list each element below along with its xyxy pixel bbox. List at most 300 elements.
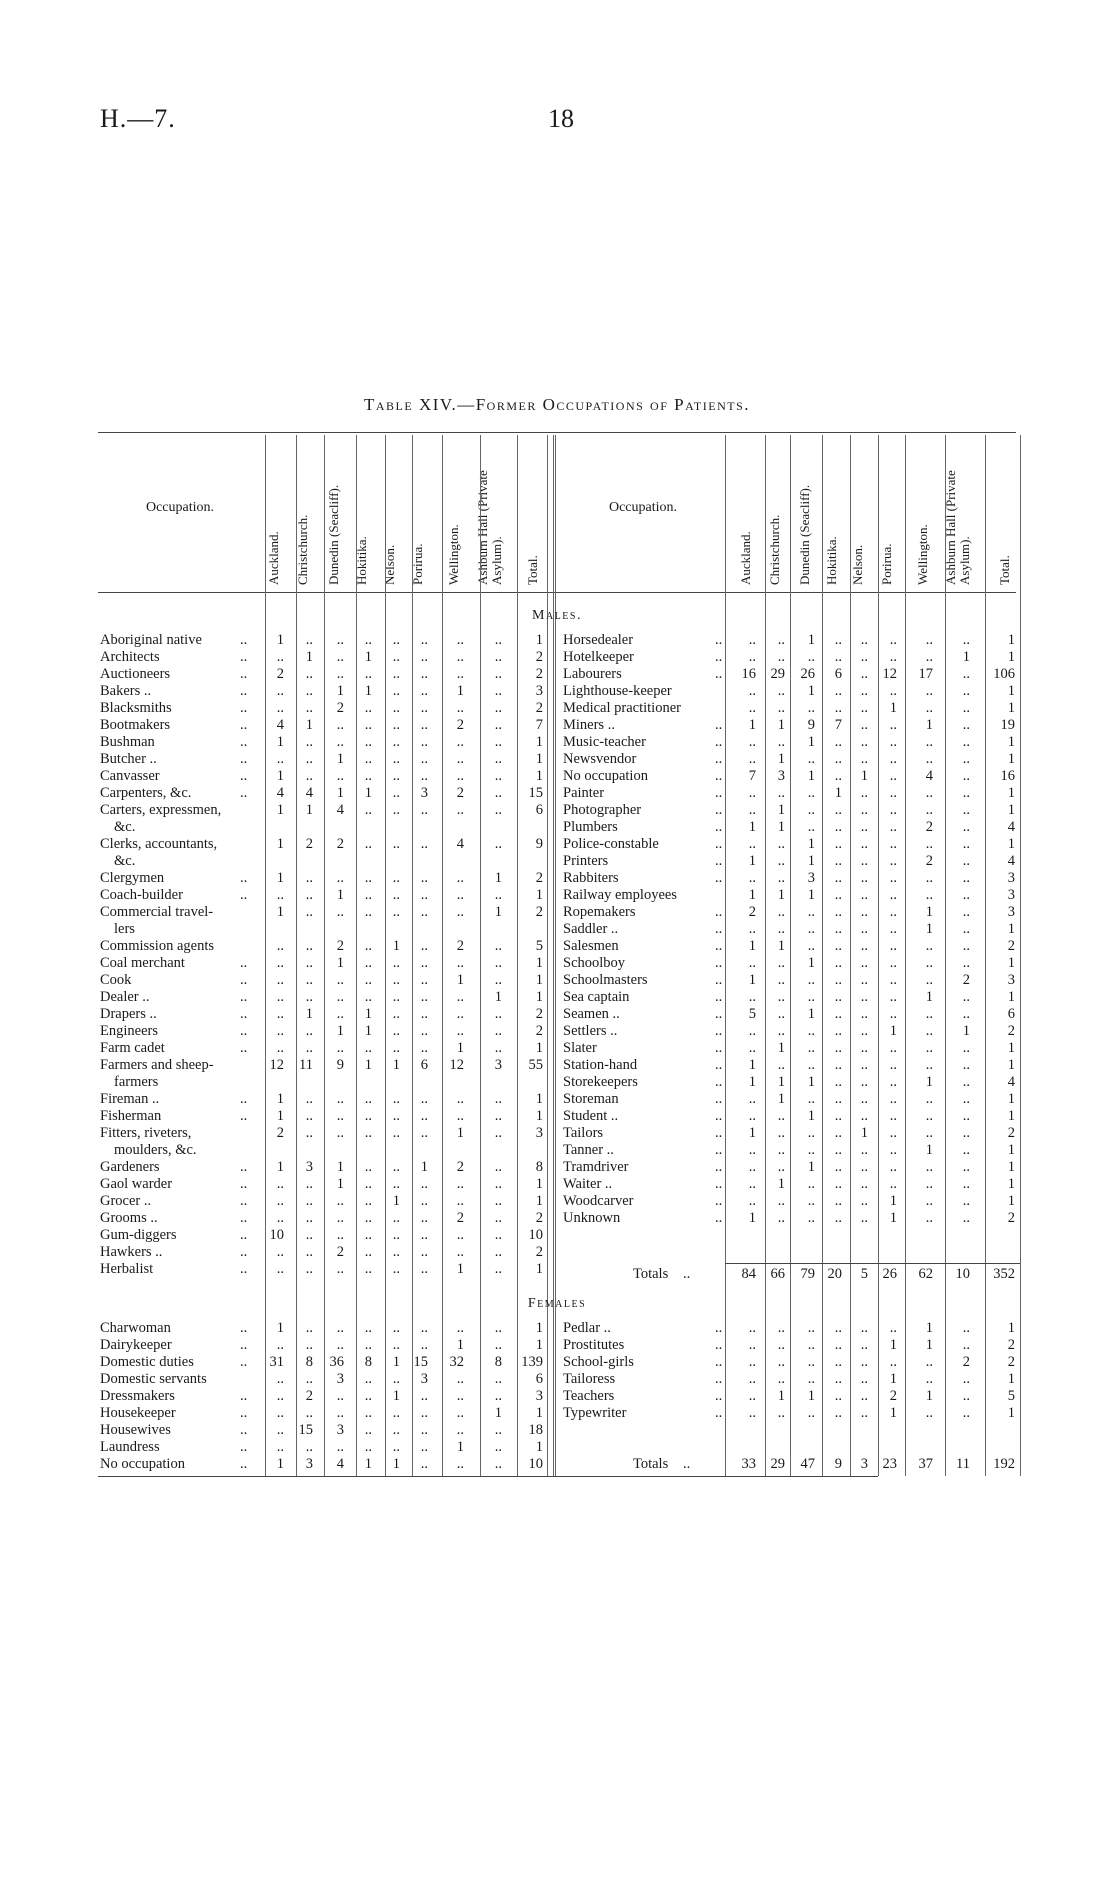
leader-dots: .. [240,1006,248,1022]
count-cell: .. [276,1261,284,1277]
count-cell: 5 [535,938,543,954]
count-cell: .. [889,1354,897,1370]
count-cell: .. [777,1405,785,1421]
totals-label: Totals [633,1456,669,1472]
count-cell: 1 [925,989,933,1005]
count-cell: 1 [535,1091,543,1107]
table-row [563,649,1023,666]
count-cell: .. [364,768,372,784]
count-cell: .. [494,1261,502,1277]
count-cell: .. [925,1125,933,1141]
leader-dots: .. [715,632,723,648]
count-cell: 1 [1007,1040,1015,1056]
leader-dots: .. [715,989,723,1005]
occupation-label: Laundress [100,1439,160,1455]
count-cell: .. [777,1337,785,1353]
count-cell: 2 [456,785,464,801]
occupation-label: Ropemakers [563,904,636,920]
count-cell: 1 [807,683,815,699]
occupation-label: Dairykeeper [100,1337,172,1353]
count-cell: 3 [535,1388,543,1404]
table-row [100,1006,560,1023]
count-cell: .. [860,955,868,971]
count-cell: .. [777,955,785,971]
count-cell: .. [748,955,756,971]
count-cell: 1 [392,1193,400,1209]
table-row [563,632,1023,649]
count-cell: 1 [1007,955,1015,971]
count-cell: .. [834,1388,842,1404]
count-cell: 3 [1007,972,1015,988]
occupation-label: Gardeners [100,1159,160,1175]
count-cell: .. [807,904,815,920]
count-cell: .. [276,1388,284,1404]
count-cell: 1 [777,938,785,954]
count-cell: .. [777,853,785,869]
count-cell: 2 [456,1159,464,1175]
count-cell: .. [305,887,313,903]
count-cell: .. [962,989,970,1005]
count-cell: 3 [420,1371,428,1387]
count-cell: 1 [535,1176,543,1192]
count-cell: .. [494,1210,502,1226]
count-cell: .. [456,632,464,648]
count-cell: .. [748,1337,756,1353]
table-row [563,904,1023,921]
count-cell: .. [777,1210,785,1226]
count-cell: .. [420,1337,428,1353]
count-cell: .. [777,1371,785,1387]
count-cell: .. [962,632,970,648]
count-cell: 1 [807,1159,815,1175]
table-row [100,632,560,649]
count-cell: .. [777,1193,785,1209]
count-cell: .. [392,683,400,699]
count-cell: 1 [305,1006,313,1022]
count-cell: 1 [392,1456,400,1472]
count-cell: .. [860,700,868,716]
count-cell: .. [276,887,284,903]
total-cell: 79 [800,1266,815,1282]
occupation-label: Aboriginal native [100,632,202,648]
count-cell: .. [364,1422,372,1438]
leader-dots: .. [240,768,248,784]
count-cell: .. [777,921,785,937]
count-cell: .. [925,1193,933,1209]
count-cell: 2 [535,649,543,665]
count-cell: .. [925,700,933,716]
count-cell: 1 [748,717,756,733]
count-cell: .. [860,904,868,920]
count-cell: .. [305,768,313,784]
count-cell: .. [860,1023,868,1039]
count-cell: .. [834,1023,842,1039]
count-cell: 1 [777,1388,785,1404]
count-cell: .. [962,955,970,971]
count-cell: .. [860,1040,868,1056]
count-cell: .. [456,904,464,920]
column-header: Ashburn Hall (Private Asylum). [475,470,504,585]
leader-dots: .. [715,921,723,937]
table-row [563,751,1023,768]
count-cell: .. [364,700,372,716]
leader-dots: .. [240,1023,248,1039]
occupation-label: Bushman [100,734,155,750]
count-cell: .. [807,1125,815,1141]
table-row [563,989,1023,1006]
count-cell: .. [860,1108,868,1124]
count-cell: .. [420,768,428,784]
count-cell: 1 [777,1091,785,1107]
count-cell: .. [889,1040,897,1056]
total-cell: 29 [770,1456,785,1472]
count-cell: .. [807,819,815,835]
count-cell: 2 [305,836,313,852]
occupation-label-continued: &c. [114,853,136,869]
table-row [563,972,1023,989]
count-cell: 1 [420,1159,428,1175]
count-cell: .. [748,683,756,699]
count-cell: .. [494,700,502,716]
count-cell: 1 [535,887,543,903]
occupation-label: No occupation [563,768,648,784]
leader-dots: .. [240,751,248,767]
count-cell: .. [834,1320,842,1336]
occupation-label: Bootmakers [100,717,171,733]
count-cell: .. [834,887,842,903]
table-row [563,870,1023,887]
count-cell: .. [807,972,815,988]
table-row [563,1023,1023,1040]
count-cell: .. [889,819,897,835]
count-cell: 2 [748,904,756,920]
count-cell: .. [807,989,815,1005]
count-cell: .. [925,972,933,988]
count-cell: 2 [456,717,464,733]
count-cell: .. [962,1006,970,1022]
count-cell: .. [305,938,313,954]
occupation-label: Engineers [100,1023,158,1039]
occupation-label: Farm cadet [100,1040,165,1056]
count-cell: 1 [1007,785,1015,801]
count-cell: 1 [889,700,897,716]
count-cell: 5 [1007,1388,1015,1404]
count-cell: 2 [535,1023,543,1039]
count-cell: 2 [1007,1337,1015,1353]
count-cell: .. [777,1354,785,1370]
count-cell: 2 [535,1006,543,1022]
count-cell: .. [305,1320,313,1336]
table-row [563,1091,1023,1108]
occupation-label: Fisherman [100,1108,162,1124]
count-cell: .. [420,1456,428,1472]
count-cell: .. [860,683,868,699]
count-cell: .. [364,1227,372,1243]
leader-dots: .. [683,1456,691,1472]
count-cell: .. [392,717,400,733]
count-cell: .. [889,785,897,801]
count-cell: 2 [1007,1023,1015,1039]
table-row [100,972,560,989]
count-cell: .. [305,1040,313,1056]
count-cell: .. [364,887,372,903]
count-cell: 2 [1007,1125,1015,1141]
count-cell: 1 [860,768,868,784]
count-cell: 2 [925,819,933,835]
occupation-label: Drapers .. [100,1006,157,1022]
leader-dots: .. [715,1354,723,1370]
count-cell: 1 [1007,751,1015,767]
count-cell: .. [276,649,284,665]
count-cell: .. [962,1405,970,1421]
occupation-label: Storekeepers [563,1074,638,1090]
count-cell: .. [420,1227,428,1243]
count-cell: .. [420,1091,428,1107]
count-cell: .. [777,785,785,801]
count-cell: 1 [336,785,344,801]
leader-dots: .. [240,1176,248,1192]
leader-dots: .. [715,1057,723,1073]
table-row [100,1388,560,1405]
table-row [100,1227,560,1244]
count-cell: 1 [1007,683,1015,699]
table-row [563,1006,1023,1023]
count-cell: .. [456,989,464,1005]
leader-dots: .. [240,1422,248,1438]
count-cell: 1 [1007,1320,1015,1336]
leader-dots: .. [715,802,723,818]
count-cell: 4 [336,1456,344,1472]
count-cell: .. [860,1371,868,1387]
occupation-label: Bakers .. [100,683,152,699]
count-cell: 1 [748,1125,756,1141]
count-cell: .. [889,1125,897,1141]
occupation-label: Seamen .. [563,1006,620,1022]
occupation-label: Charwoman [100,1320,171,1336]
occupation-label: Settlers .. [563,1023,618,1039]
count-cell: 1 [1007,649,1015,665]
count-cell: .. [494,1422,502,1438]
count-cell: .. [456,768,464,784]
count-cell: .. [777,1125,785,1141]
count-cell: .. [889,1074,897,1090]
column-header: Hokitika. [824,536,839,585]
count-cell: 1 [535,1405,543,1421]
count-cell: 2 [336,1244,344,1260]
count-cell: .. [392,1405,400,1421]
count-cell: .. [834,1176,842,1192]
count-cell: 2 [535,1210,543,1226]
count-cell: .. [392,751,400,767]
occupation-label: Labourers [563,666,622,682]
count-cell: .. [962,819,970,835]
leader-dots: .. [715,1125,723,1141]
count-cell: .. [889,1176,897,1192]
table-row [563,836,1023,853]
count-cell: 1 [748,887,756,903]
count-cell: 7 [748,768,756,784]
leader-dots: .. [715,1388,723,1404]
count-cell: .. [276,751,284,767]
count-cell: 9 [807,717,815,733]
occupation-label: Dressmakers [100,1388,175,1404]
count-cell: 1 [777,717,785,733]
occupation-label: Tailoress [563,1371,616,1387]
count-cell: .. [456,802,464,818]
occupation-label: Waiter .. [563,1176,613,1192]
count-cell: .. [305,734,313,750]
count-cell: .. [494,666,502,682]
leader-dots: .. [715,1176,723,1192]
table-row [100,1456,560,1473]
count-cell: 2 [962,1354,970,1370]
count-cell: 2 [535,870,543,886]
leader-dots: .. [683,1266,691,1282]
count-cell: .. [807,1142,815,1158]
occupation-label: Grocer .. [100,1193,152,1209]
count-cell: .. [420,870,428,886]
count-cell: 1 [535,972,543,988]
count-cell: .. [364,1371,372,1387]
table-row [100,649,560,666]
count-cell: .. [456,700,464,716]
count-cell: .. [962,768,970,784]
count-cell: .. [392,1422,400,1438]
occupation-label: Newsvendor [563,751,637,767]
count-cell: .. [392,1244,400,1260]
count-cell: .. [276,989,284,1005]
count-cell: .. [860,1074,868,1090]
count-cell: .. [834,1405,842,1421]
occupation-label: Coach-builder [100,887,183,903]
males-totals-row [563,1266,1023,1283]
leader-dots: .. [240,734,248,750]
count-cell: .. [305,989,313,1005]
count-cell: 1 [1007,700,1015,716]
table-row [100,1159,560,1176]
occupation-label: Tailors [563,1125,604,1141]
count-cell: .. [889,632,897,648]
females-section-title: Females [527,1296,587,1311]
count-cell: .. [494,1006,502,1022]
count-cell: .. [777,904,785,920]
count-cell: .. [834,853,842,869]
count-cell: 1 [336,955,344,971]
occupation-label: Typewriter [563,1405,627,1421]
count-cell: .. [807,751,815,767]
count-cell: 1 [1007,1405,1015,1421]
leader-dots: .. [240,1108,248,1124]
totals-rule [725,1263,1020,1264]
count-cell: 1 [456,1125,464,1141]
count-cell: .. [925,1159,933,1175]
count-cell: 2 [535,666,543,682]
count-cell: .. [807,1405,815,1421]
leader-dots: .. [715,904,723,920]
leader-dots: .. [240,683,248,699]
count-cell: 16 [1000,768,1015,784]
count-cell: .. [392,802,400,818]
count-cell: .. [860,1405,868,1421]
count-cell: .. [748,836,756,852]
count-cell: .. [834,1091,842,1107]
occupation-label: Lighthouse-keeper [563,683,672,699]
count-cell: .. [748,751,756,767]
count-cell: .. [807,1023,815,1039]
count-cell: .. [925,887,933,903]
count-cell: .. [860,632,868,648]
count-cell: .. [860,1193,868,1209]
count-cell: .. [364,972,372,988]
count-cell: .. [807,1091,815,1107]
occupation-label: Housekeeper [100,1405,176,1421]
count-cell: .. [925,1354,933,1370]
count-cell: .. [364,1388,372,1404]
count-cell: .. [392,1040,400,1056]
count-cell: .. [834,870,842,886]
count-cell: .. [276,1210,284,1226]
count-cell: .. [364,938,372,954]
count-cell: .. [456,1006,464,1022]
count-cell: .. [860,1176,868,1192]
table-row [100,768,560,785]
count-cell: 2 [305,1388,313,1404]
count-cell: .. [494,734,502,750]
leader-dots: .. [240,1337,248,1353]
count-cell: .. [364,1193,372,1209]
count-cell: 2 [456,1210,464,1226]
column-header: Porirua. [879,543,894,585]
table-row [563,1125,1023,1142]
count-cell: .. [276,1176,284,1192]
count-cell: .. [364,1261,372,1277]
count-cell: .. [748,734,756,750]
table-row [563,785,1023,802]
leader-dots: .. [240,1193,248,1209]
count-cell: 1 [535,989,543,1005]
count-cell: .. [456,1227,464,1243]
count-cell: 3 [1007,870,1015,886]
count-cell: 3 [807,870,815,886]
count-cell: 8 [364,1354,372,1370]
count-cell: .. [860,717,868,733]
count-cell: .. [925,1023,933,1039]
table-row [100,1371,560,1388]
count-cell: .. [305,972,313,988]
leader-dots: .. [715,819,723,835]
occupation-label: Storeman [563,1091,619,1107]
count-cell: .. [748,785,756,801]
count-cell: 106 [993,666,1015,682]
count-cell: .. [392,1227,400,1243]
leader-dots: .. [715,1320,723,1336]
count-cell: .. [834,1125,842,1141]
column-header: Nelson. [850,544,865,585]
count-cell: .. [364,717,372,733]
count-cell: 5 [748,1006,756,1022]
count-cell: .. [494,836,502,852]
count-cell: .. [494,683,502,699]
leader-dots: .. [240,666,248,682]
count-cell: .. [420,836,428,852]
count-cell: 2 [535,904,543,920]
count-cell: 1 [276,802,284,818]
count-cell: 1 [1007,1193,1015,1209]
count-cell: .. [420,1439,428,1455]
count-cell: .. [807,649,815,665]
count-cell: 2 [1007,1210,1015,1226]
total-cell: 11 [956,1456,970,1472]
